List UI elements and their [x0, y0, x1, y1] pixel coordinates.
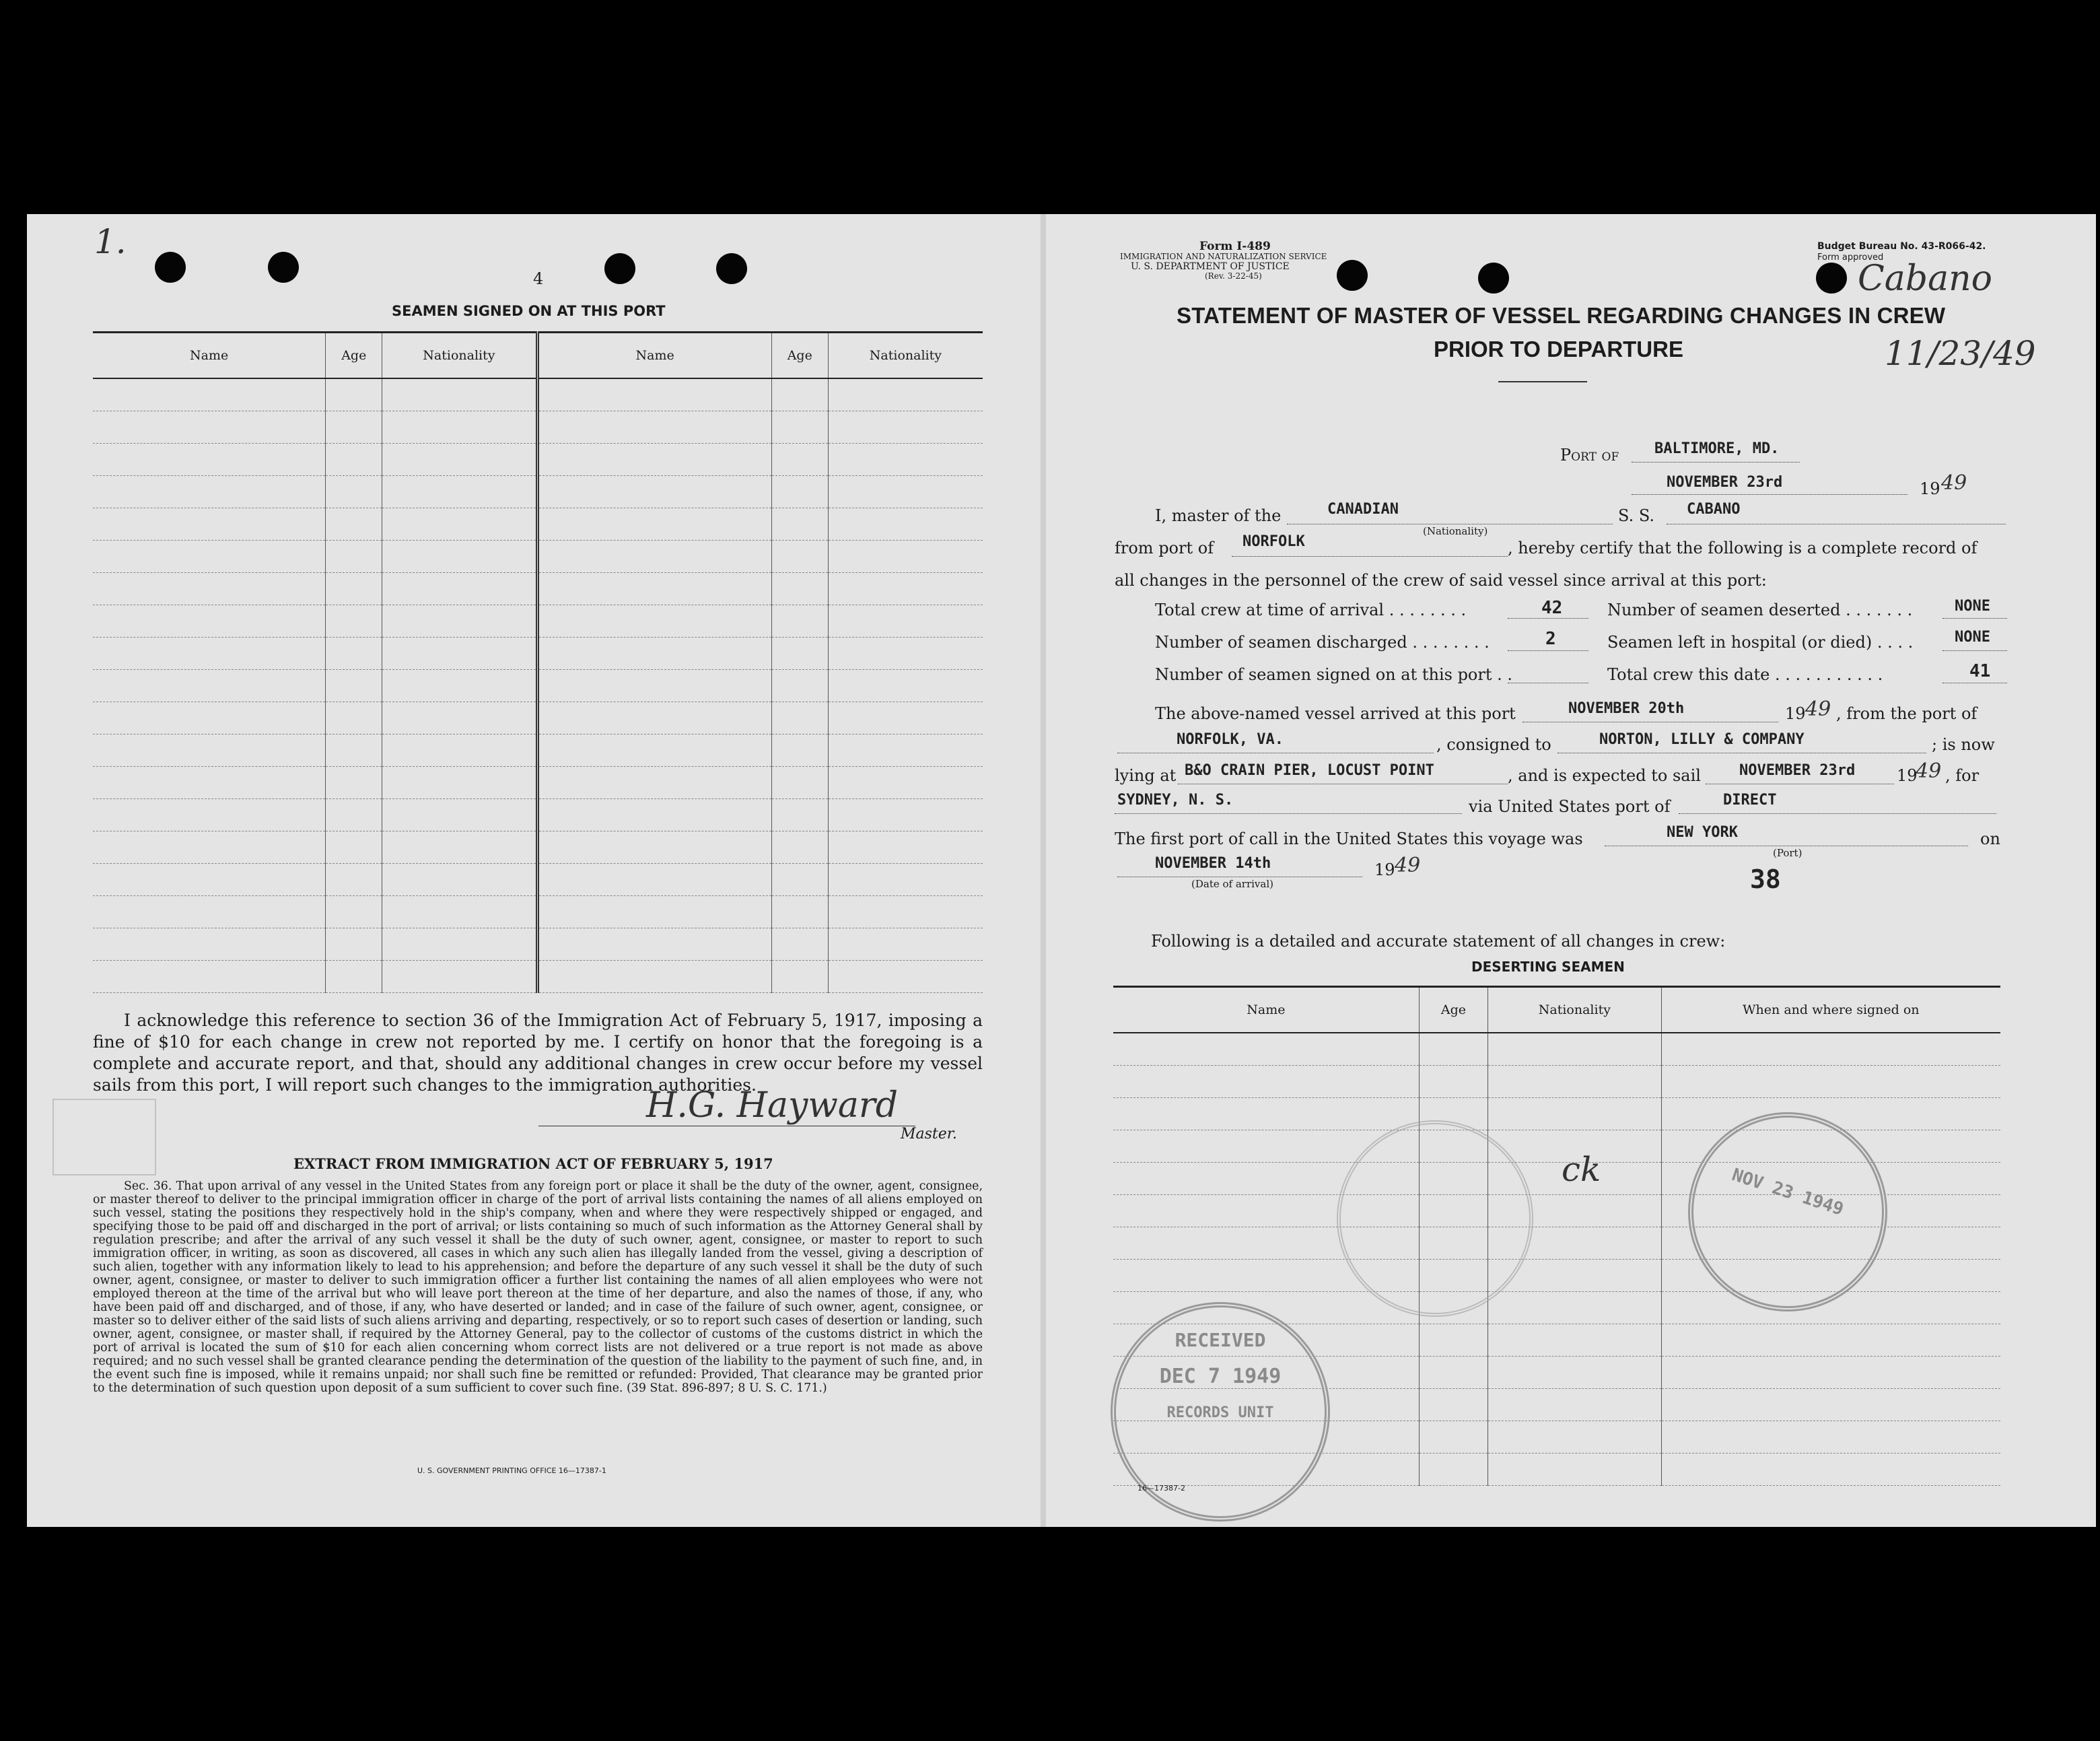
master-label: Master. [901, 1126, 957, 1142]
table-cell [537, 735, 771, 767]
table-cell [537, 961, 771, 993]
col-nationality: Nationality [1488, 987, 1661, 1033]
table-cell [326, 444, 382, 476]
table-cell [771, 961, 828, 993]
expected-value: NOVEMBER 23rd [1739, 762, 1856, 779]
table-cell [1488, 1033, 1661, 1066]
table-cell [1488, 1357, 1661, 1389]
lying-label: lying at [1115, 766, 1177, 785]
table-cell [326, 864, 382, 896]
table-row [93, 638, 983, 670]
date-caption: (Date of arrival) [1191, 878, 1273, 890]
table-cell [382, 896, 537, 928]
table-cell [93, 896, 326, 928]
table-cell [382, 767, 537, 799]
table-cell [771, 735, 828, 767]
table-cell [771, 831, 828, 864]
faint-circle-stamp [1337, 1120, 1533, 1317]
table-cell [93, 670, 326, 702]
col-when-where: When and where signed on [1661, 987, 2000, 1033]
table-cell [1419, 1454, 1488, 1486]
table-cell [1488, 1292, 1661, 1324]
table-cell [771, 928, 828, 961]
table-header-row [1113, 987, 2000, 1033]
table-cell [537, 799, 771, 831]
table-cell [93, 702, 326, 735]
table-cell [537, 573, 771, 605]
table-cell [326, 799, 382, 831]
from-the-port-label: , from the port of [1836, 704, 1978, 723]
table-row [93, 799, 983, 831]
table-header-row [93, 333, 983, 379]
table-cell [326, 638, 382, 670]
table-cell [828, 444, 983, 476]
seamen-signed-on-table [93, 331, 983, 993]
year-prefix: 19 [1897, 766, 1918, 785]
table-cell [537, 767, 771, 799]
expected-year: 49 [1916, 759, 1942, 783]
table-row [93, 961, 983, 993]
table-cell [326, 831, 382, 864]
stat-value: NONE [1955, 598, 1990, 615]
punch-hole [1478, 263, 1509, 294]
form-approved: Form approved [1817, 252, 1884, 263]
table-cell [93, 831, 326, 864]
agency-line: IMMIGRATION AND NATURALIZATION SERVICE [1120, 252, 1327, 261]
stat-value: 2 [1545, 629, 1556, 649]
table-cell [1661, 1389, 2000, 1421]
table-cell [93, 541, 326, 573]
table-cell [771, 864, 828, 896]
table-cell [326, 928, 382, 961]
punch-hole [1337, 260, 1368, 291]
handwritten-ship-name: Cabano [1858, 259, 1992, 299]
table-cell [326, 605, 382, 638]
master-signature: H.G. Hayward [646, 1085, 899, 1126]
col-age: Age [771, 333, 828, 379]
table-cell [771, 476, 828, 508]
table-cell [382, 444, 537, 476]
table-row [93, 378, 983, 411]
table-cell [1113, 1098, 1419, 1130]
table-cell [93, 767, 326, 799]
table-cell [771, 767, 828, 799]
table-row [93, 573, 983, 605]
form-title-line2: PRIOR TO DEPARTURE [1434, 337, 1683, 362]
nationality-caption: (Nationality) [1423, 525, 1488, 537]
table-cell [1419, 1357, 1488, 1389]
stamp-right-date: NOV 23 1949 [1729, 1165, 1846, 1220]
table-cell [1113, 1033, 1419, 1066]
table-cell [1419, 1389, 1488, 1421]
table-row [93, 541, 983, 573]
table-cell [828, 573, 983, 605]
first-port-label: The first port of call in the United States this voyage was [1115, 829, 1583, 848]
table-cell [1488, 1454, 1661, 1486]
punch-hole [1816, 263, 1847, 294]
right-printer-line: 16—17387-2 [1138, 1484, 1185, 1493]
via-label: via United States port of [1469, 797, 1671, 816]
table-cell [828, 541, 983, 573]
table-cell [1488, 1066, 1661, 1098]
table-cell [771, 508, 828, 541]
table-cell [771, 702, 828, 735]
punch-hole [155, 252, 186, 283]
table-cell [828, 605, 983, 638]
table-cell [537, 831, 771, 864]
table-cell [1488, 1389, 1661, 1421]
certify-text: , hereby certify that the following is a complete record of [1508, 539, 1978, 557]
on-label: on [1980, 829, 2000, 848]
date-value: NOVEMBER 23rd [1667, 474, 1783, 491]
table-cell [828, 378, 983, 411]
table-cell [382, 508, 537, 541]
table-row [93, 702, 983, 735]
table-row [1113, 1066, 2000, 1098]
col-nationality: Nationality [828, 333, 983, 379]
stat-label: Total crew at time of arrival . . . . . . . . [1155, 601, 1467, 619]
table-cell [828, 735, 983, 767]
col-name: Name [537, 333, 771, 379]
table-cell [382, 735, 537, 767]
table-cell [828, 702, 983, 735]
table-cell [93, 378, 326, 411]
stamp-date-text: DEC 7 1949 [1159, 1365, 1282, 1388]
table-cell [1488, 1324, 1661, 1357]
port-value: BALTIMORE, MD. [1654, 440, 1780, 457]
stat-value: 42 [1541, 598, 1563, 618]
table-cell [93, 928, 326, 961]
corner-marks: 1. [94, 222, 127, 261]
consigned-value: NORTON, LILLY & COMPANY [1599, 731, 1805, 748]
table-cell [537, 605, 771, 638]
table-cell [537, 411, 771, 444]
ss-label: S. S. [1618, 506, 1655, 525]
table-cell [1488, 1421, 1661, 1454]
table-cell [537, 638, 771, 670]
table-cell [93, 411, 326, 444]
table-cell [828, 928, 983, 961]
table-cell [382, 864, 537, 896]
table-cell [93, 961, 326, 993]
table-cell [828, 961, 983, 993]
table-cell [771, 444, 828, 476]
punch-hole [268, 252, 299, 283]
punch-hole [716, 253, 747, 284]
table-cell [1113, 1066, 1419, 1098]
table-row [93, 831, 983, 864]
table-cell [93, 444, 326, 476]
deserting-title: DESERTING SEAMEN [1471, 959, 1625, 975]
for-label: , for [1945, 766, 1980, 785]
table-cell [828, 799, 983, 831]
table-cell [93, 799, 326, 831]
table-cell [828, 508, 983, 541]
table-cell [1419, 1324, 1488, 1357]
stat-label: Number of seamen discharged . . . . . . . . [1155, 633, 1490, 652]
stat-label: Number of seamen signed on at this port . . [1155, 665, 1513, 684]
table-cell [1419, 1066, 1488, 1098]
table-cell [771, 896, 828, 928]
form-title-line1: STATEMENT OF MASTER OF VESSEL REGARDING CHANGES IN CREW [1177, 303, 1946, 328]
table-cell [1419, 1421, 1488, 1454]
table-cell [828, 767, 983, 799]
col-name: Name [1113, 987, 1419, 1033]
table-cell [1661, 1357, 2000, 1389]
table-cell [1419, 1033, 1488, 1066]
table-row [93, 928, 983, 961]
agency-line: (Rev. 3-22-45) [1205, 271, 1262, 281]
table-row [93, 476, 983, 508]
table-cell [93, 605, 326, 638]
table-cell [828, 896, 983, 928]
page-gutter [1041, 214, 1046, 1527]
table-cell [828, 476, 983, 508]
form-number: Form I-489 [1199, 240, 1271, 253]
stat-label: Seamen left in hospital (or died) . . . . [1607, 633, 1914, 652]
stat-value: NONE [1955, 629, 1990, 646]
table-cell [326, 896, 382, 928]
arrived-value: NOVEMBER 20th [1568, 700, 1685, 717]
from-port-label: from port of [1115, 539, 1214, 557]
table-cell [326, 573, 382, 605]
table-cell [771, 411, 828, 444]
table-cell [828, 411, 983, 444]
table-cell [326, 702, 382, 735]
table-row [93, 864, 983, 896]
table-cell [382, 799, 537, 831]
first-date-value: NOVEMBER 14th [1155, 855, 1271, 872]
col-name: Name [93, 333, 326, 379]
extract-title: EXTRACT FROM IMMIGRATION ACT OF FEBRUARY 5, 1917 [293, 1155, 773, 1172]
col-age: Age [326, 333, 382, 379]
handwritten-date: 11/23/49 [1885, 334, 2036, 373]
stat-value: 41 [1969, 661, 1991, 681]
table-cell [326, 767, 382, 799]
table-cell [1661, 1324, 2000, 1357]
table-cell [828, 864, 983, 896]
table-cell [382, 476, 537, 508]
year-prefix: 19 [1920, 479, 1940, 498]
table-cell [326, 541, 382, 573]
table-row [93, 735, 983, 767]
stat-label: Number of seamen deserted . . . . . . . [1607, 601, 1913, 619]
table-cell [93, 864, 326, 896]
table-cell [382, 378, 537, 411]
year-prefix: 19 [1785, 704, 1806, 723]
table-cell [1661, 1454, 2000, 1486]
table-row [93, 411, 983, 444]
table-cell [382, 411, 537, 444]
first-port-value: NEW YORK [1667, 824, 1738, 841]
date-circle-stamp [1688, 1112, 1887, 1311]
from-the-port-value: NORFOLK, VA. [1177, 731, 1284, 748]
year-value: 49 [1941, 471, 1967, 495]
consigned-label: , consigned to [1436, 735, 1551, 754]
table-cell [326, 670, 382, 702]
following-text: Following is a detailed and accurate statement of all changes in crew: [1151, 932, 1726, 951]
certify-text2: all changes in the personnel of the crew of said vessel since arrival at this port: [1115, 571, 1767, 590]
table-cell [93, 638, 326, 670]
table-cell [382, 702, 537, 735]
table-cell [326, 411, 382, 444]
table-cell [382, 573, 537, 605]
port-caption: (Port) [1773, 847, 1803, 859]
table-cell [382, 638, 537, 670]
table-row [1113, 1033, 2000, 1066]
table-cell [771, 378, 828, 411]
table-cell [382, 961, 537, 993]
table-cell [1488, 1098, 1661, 1130]
page-number: 4 [533, 269, 544, 288]
table-cell [326, 735, 382, 767]
table-cell [537, 508, 771, 541]
table-cell [537, 896, 771, 928]
left-stamp-mark [53, 1099, 156, 1175]
agency-line: U. S. DEPARTMENT OF JUSTICE [1131, 261, 1290, 272]
stamp-received-text: RECEIVED [1175, 1329, 1266, 1351]
table-row [93, 444, 983, 476]
table-cell [326, 961, 382, 993]
title-rule [1498, 381, 1587, 382]
table-cell [537, 928, 771, 961]
table-row [93, 670, 983, 702]
table-cell [93, 476, 326, 508]
table-cell [382, 928, 537, 961]
expected-label: , and is expected to sail [1508, 766, 1701, 785]
page-count: 38 [1750, 864, 1781, 894]
table-cell [537, 864, 771, 896]
extract-text: Sec. 36. That upon arrival of any vessel in the United States from any foreign port or place it shall be the duty of the owner, agent, consignee, or master thereof to deliver to the principal immigration officer in charge of the port of arrival lists containing the names of all aliens employed on such vessel, stating the positions they respectively hold in the ship's company, when and where they were respectively shipped or engaged, and specifying those to be paid off and discharged in the port of arrival; or lists containing so much of such information as the Attorney General shall by regulation prescribe; and after the arrival of any such vessel it shall be the duty of such owner, agent, consignee, or master to report to such immigration officer, in writing, as soon as discovered, all cases in which any such alien has illegally landed from the vessel, giving a description of such alien, together with any information likely to lead to his apprehension; and before the departure of any such vessel it shall be the duty of such owner, agent, consignee, or master to deliver to such immigration officer a further list containing the names of all alien employees who were not employed thereon at the time of the arrival but who will leave port thereon at the time of her departure, and also the names of those, if any, who have been paid off and discharged, and of those, if any, who have deserted or landed; and in case of the failure of such owner, agent, consignee, or master so to deliver either of the said lists of such aliens arriving and departing, respectively, or so to report such cases of desertion or landing, such owner, agent, consignee, or master shall, if required by the Attorney General, pay to the collector of customs of the customs district in which the port of arrival is located the sum of $10 for each alien concerning whom correct lists are not delivered or a true report is not made as above required; and no such vessel shall be granted clearance pending the determination of the question of the liability to the payment of such fine, and, in the event such fine is imposed, while it remains unpaid; nor shall such fine be remitted or refunded: Provided, That clearance may be granted prior to the determination of such question upon deposit of a sum sufficient to cover such fine. (39 Stat. 896-897; 8 U. S. C. 171.) [93, 1180, 983, 1395]
table-row [93, 896, 983, 928]
table-cell [828, 670, 983, 702]
year-prefix: 19 [1374, 860, 1395, 879]
left-printer-line: U. S. GOVERNMENT PRINTING OFFICE 16—17387-1 [417, 1466, 606, 1475]
arrived-label: The above-named vessel arrived at this port [1155, 704, 1516, 723]
master-of-label: I, master of the [1155, 506, 1282, 525]
nationality-value: CANADIAN [1327, 501, 1399, 518]
col-nationality: Nationality [382, 333, 537, 379]
table-cell [771, 670, 828, 702]
table-cell [537, 670, 771, 702]
acknowledgment-text: I acknowledge this reference to section 36 of the Immigration Act of February 5, 1917, imposing a fine of $10 for each change in crew not reported by me. I certify on honor that the foregoing is a complete and accurate report, and that, should any additional changes in crew occur before my vessel sails from this port, I will report such changes to the immigration authorities. [93, 1011, 983, 1095]
table-cell [771, 605, 828, 638]
table-cell [326, 508, 382, 541]
port-label: Port of [1560, 446, 1619, 465]
table-cell [771, 638, 828, 670]
table-row [93, 767, 983, 799]
table-cell [537, 476, 771, 508]
table-cell [93, 573, 326, 605]
table-cell [93, 508, 326, 541]
table-cell [1661, 1066, 2000, 1098]
stat-label: Total crew this date . . . . . . . . . . . [1607, 665, 1883, 684]
table-row [1113, 1098, 2000, 1130]
table-cell [382, 670, 537, 702]
table-cell [1661, 1033, 2000, 1066]
for-value: SYDNEY, N. S. [1117, 792, 1234, 809]
table-cell [828, 638, 983, 670]
table-cell [93, 735, 326, 767]
table-cell [382, 541, 537, 573]
table-cell [828, 831, 983, 864]
table-cell [537, 378, 771, 411]
via-value: DIRECT [1723, 792, 1777, 809]
table-cell [771, 573, 828, 605]
table-cell [537, 541, 771, 573]
table-cell [771, 541, 828, 573]
table-cell [382, 605, 537, 638]
table-cell [537, 444, 771, 476]
table-cell [1661, 1421, 2000, 1454]
table-cell [326, 476, 382, 508]
table-cell [537, 702, 771, 735]
handwritten-initials: ck [1562, 1150, 1601, 1189]
left-table-title: SEAMEN SIGNED ON AT THIS PORT [392, 303, 666, 319]
table-row [93, 605, 983, 638]
lying-value: B&O CRAIN PIER, LOCUST POINT [1185, 762, 1434, 779]
table-cell [326, 378, 382, 411]
budget-bureau: Budget Bureau No. 43-R066-42. [1817, 241, 1986, 252]
table-row [93, 508, 983, 541]
is-now-label: ; is now [1932, 735, 1995, 754]
first-date-year: 49 [1395, 854, 1421, 877]
punch-hole [604, 253, 635, 284]
from-port-value: NORFOLK [1242, 533, 1305, 550]
arrived-year: 49 [1805, 697, 1831, 721]
table-cell [382, 831, 537, 864]
col-age: Age [1419, 987, 1488, 1033]
stamp-unit-text: RECORDS UNIT [1166, 1404, 1274, 1421]
ship-value: CABANO [1687, 501, 1741, 518]
table-cell [771, 799, 828, 831]
